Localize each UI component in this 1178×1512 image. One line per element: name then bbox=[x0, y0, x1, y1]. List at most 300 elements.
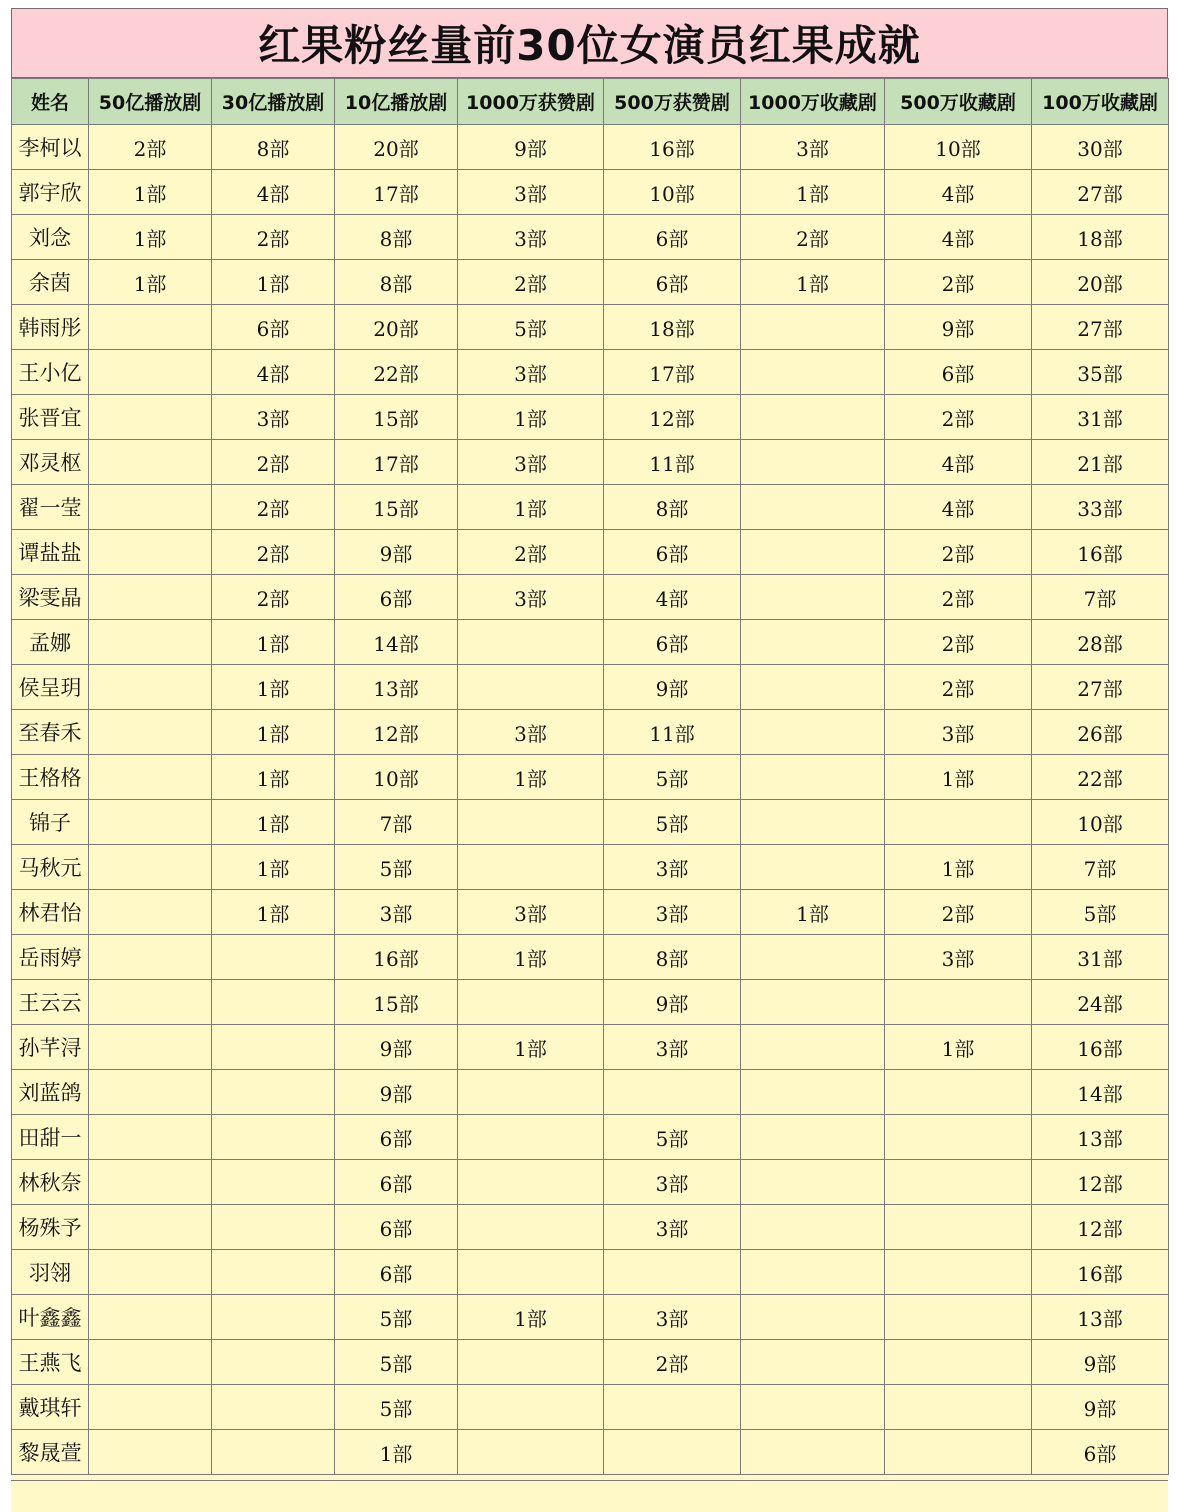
table-cell bbox=[741, 800, 885, 845]
table-cell: 16部 bbox=[1032, 1250, 1169, 1295]
table-cell bbox=[458, 1115, 604, 1160]
table-cell bbox=[885, 1070, 1032, 1115]
table-cell: 9部 bbox=[1032, 1385, 1169, 1430]
table-cell: 7部 bbox=[1032, 575, 1169, 620]
table-cell: 5部 bbox=[604, 1115, 741, 1160]
table-cell: 8部 bbox=[604, 935, 741, 980]
table-cell: 24部 bbox=[1032, 980, 1169, 1025]
table-row bbox=[12, 665, 1169, 710]
table-cell: 6部 bbox=[1032, 1430, 1169, 1475]
table-cell: 2部 bbox=[212, 440, 335, 485]
table-cell: 5部 bbox=[335, 1385, 458, 1430]
table-cell: 1部 bbox=[212, 710, 335, 755]
table-cell: 9部 bbox=[885, 305, 1032, 350]
table-cell bbox=[885, 1385, 1032, 1430]
table-cell bbox=[741, 1160, 885, 1205]
actress-name-cell: 孙芊浔 bbox=[12, 1025, 89, 1070]
header-row bbox=[12, 79, 1169, 125]
table-cell bbox=[741, 710, 885, 755]
table-cell: 31部 bbox=[1032, 395, 1169, 440]
table-cell bbox=[89, 1070, 212, 1115]
table-cell: 1部 bbox=[89, 215, 212, 260]
table-cell bbox=[89, 1160, 212, 1205]
table-cell: 4部 bbox=[604, 575, 741, 620]
table-cell bbox=[212, 1430, 335, 1475]
table-row bbox=[12, 395, 1169, 440]
table-cell: 21部 bbox=[1032, 440, 1169, 485]
actress-name-cell: 王格格 bbox=[12, 755, 89, 800]
table-cell: 6部 bbox=[212, 305, 335, 350]
actress-name-cell: 翟一莹 bbox=[12, 485, 89, 530]
table-cell: 14部 bbox=[1032, 1070, 1169, 1115]
table-cell: 27部 bbox=[1032, 305, 1169, 350]
table-cell: 2部 bbox=[741, 215, 885, 260]
table-cell: 31部 bbox=[1032, 935, 1169, 980]
table-cell bbox=[458, 1385, 604, 1430]
table-cell: 1部 bbox=[212, 890, 335, 935]
table-cell: 4部 bbox=[885, 485, 1032, 530]
table-row bbox=[12, 1205, 1169, 1250]
table-cell bbox=[885, 1205, 1032, 1250]
table-cell bbox=[89, 710, 212, 755]
table-cell bbox=[604, 1430, 741, 1475]
actress-name-cell: 孟娜 bbox=[12, 620, 89, 665]
column-header: 500万获赞剧 bbox=[604, 79, 741, 125]
table-cell bbox=[89, 1115, 212, 1160]
table-cell: 1部 bbox=[212, 665, 335, 710]
table-row bbox=[12, 485, 1169, 530]
table-row bbox=[12, 1115, 1169, 1160]
table-cell bbox=[885, 1160, 1032, 1205]
table-cell: 3部 bbox=[458, 710, 604, 755]
table-cell bbox=[458, 845, 604, 890]
table-cell: 2部 bbox=[885, 530, 1032, 575]
table-cell bbox=[89, 305, 212, 350]
table-cell bbox=[212, 1205, 335, 1250]
table-cell: 1部 bbox=[335, 1430, 458, 1475]
actress-name-cell: 杨殊予 bbox=[12, 1205, 89, 1250]
table-cell bbox=[885, 1115, 1032, 1160]
table-cell: 3部 bbox=[212, 395, 335, 440]
table-row bbox=[12, 125, 1169, 170]
actress-name-cell: 至春禾 bbox=[12, 710, 89, 755]
table-cell: 1部 bbox=[89, 260, 212, 305]
table-cell: 2部 bbox=[89, 125, 212, 170]
table-cell bbox=[89, 1430, 212, 1475]
table-cell: 6部 bbox=[604, 215, 741, 260]
table-cell: 13部 bbox=[335, 665, 458, 710]
table-cell bbox=[89, 845, 212, 890]
table-cell bbox=[741, 1025, 885, 1070]
table-row bbox=[12, 800, 1169, 845]
table-cell: 8部 bbox=[335, 260, 458, 305]
table-row bbox=[12, 890, 1169, 935]
actress-name-cell: 王小亿 bbox=[12, 350, 89, 395]
table-cell: 14部 bbox=[335, 620, 458, 665]
table-cell: 9部 bbox=[335, 530, 458, 575]
table-cell bbox=[741, 845, 885, 890]
actress-name-cell: 马秋元 bbox=[12, 845, 89, 890]
table-cell: 3部 bbox=[458, 215, 604, 260]
table-cell: 5部 bbox=[604, 800, 741, 845]
table-cell: 6部 bbox=[335, 1250, 458, 1295]
table-cell: 2部 bbox=[885, 575, 1032, 620]
table-cell bbox=[458, 1070, 604, 1115]
table-cell: 1部 bbox=[458, 755, 604, 800]
column-header: 50亿播放剧 bbox=[89, 79, 212, 125]
table-cell: 3部 bbox=[604, 890, 741, 935]
table-cell: 11部 bbox=[604, 440, 741, 485]
table-cell bbox=[89, 575, 212, 620]
actress-name-cell: 田甜一 bbox=[12, 1115, 89, 1160]
table-cell bbox=[741, 575, 885, 620]
table-cell bbox=[885, 980, 1032, 1025]
table-cell: 4部 bbox=[885, 215, 1032, 260]
table-cell bbox=[89, 1385, 212, 1430]
table-row bbox=[12, 1430, 1169, 1475]
table-cell bbox=[741, 350, 885, 395]
table-cell bbox=[741, 1070, 885, 1115]
table-cell bbox=[212, 1250, 335, 1295]
table-cell: 35部 bbox=[1032, 350, 1169, 395]
table-cell: 3部 bbox=[604, 1025, 741, 1070]
table-cell: 4部 bbox=[885, 440, 1032, 485]
table-cell: 27部 bbox=[1032, 170, 1169, 215]
table-cell bbox=[89, 1205, 212, 1250]
table-cell bbox=[458, 1340, 604, 1385]
table-cell bbox=[89, 800, 212, 845]
table-row bbox=[12, 935, 1169, 980]
table-cell bbox=[885, 800, 1032, 845]
table-cell: 10部 bbox=[885, 125, 1032, 170]
table-cell: 1部 bbox=[212, 755, 335, 800]
table-cell: 16部 bbox=[335, 935, 458, 980]
table-cell: 18部 bbox=[604, 305, 741, 350]
table-cell bbox=[89, 1025, 212, 1070]
table-row bbox=[12, 1070, 1169, 1115]
actress-name-cell: 余茵 bbox=[12, 260, 89, 305]
actress-name-cell: 王云云 bbox=[12, 980, 89, 1025]
table-row bbox=[12, 440, 1169, 485]
table-row bbox=[12, 350, 1169, 395]
table-row bbox=[12, 980, 1169, 1025]
table-cell bbox=[741, 440, 885, 485]
table-row bbox=[12, 755, 1169, 800]
table-cell: 3部 bbox=[458, 440, 604, 485]
table-cell bbox=[212, 1115, 335, 1160]
table-cell: 27部 bbox=[1032, 665, 1169, 710]
table-cell: 16部 bbox=[1032, 530, 1169, 575]
table-cell: 8部 bbox=[212, 125, 335, 170]
table-cell: 22部 bbox=[335, 350, 458, 395]
table-cell: 1部 bbox=[885, 1025, 1032, 1070]
table-cell bbox=[89, 1250, 212, 1295]
table-cell: 20部 bbox=[335, 125, 458, 170]
table-cell bbox=[741, 1295, 885, 1340]
table-cell: 9部 bbox=[604, 980, 741, 1025]
table-cell: 3部 bbox=[458, 890, 604, 935]
table-cell: 5部 bbox=[335, 845, 458, 890]
table-cell: 12部 bbox=[335, 710, 458, 755]
table-cell bbox=[89, 755, 212, 800]
table-cell bbox=[212, 980, 335, 1025]
table-cell: 2部 bbox=[212, 575, 335, 620]
table-cell bbox=[89, 890, 212, 935]
table-cell: 10部 bbox=[1032, 800, 1169, 845]
table-cell bbox=[89, 395, 212, 440]
table-cell: 17部 bbox=[335, 170, 458, 215]
table-cell bbox=[89, 1340, 212, 1385]
actress-name-cell: 李柯以 bbox=[12, 125, 89, 170]
table-cell: 26部 bbox=[1032, 710, 1169, 755]
actress-name-cell: 黎晟萱 bbox=[12, 1430, 89, 1475]
table-cell bbox=[458, 665, 604, 710]
table-cell bbox=[212, 935, 335, 980]
table-cell: 3部 bbox=[885, 710, 1032, 755]
table-cell: 1部 bbox=[212, 845, 335, 890]
table-cell: 1部 bbox=[885, 755, 1032, 800]
table-cell: 5部 bbox=[458, 305, 604, 350]
table-cell bbox=[89, 440, 212, 485]
table-cell bbox=[604, 1070, 741, 1115]
table-cell: 6部 bbox=[885, 350, 1032, 395]
table-cell bbox=[741, 395, 885, 440]
table-cell: 2部 bbox=[212, 485, 335, 530]
table-row bbox=[12, 620, 1169, 665]
table-cell: 33部 bbox=[1032, 485, 1169, 530]
table-cell: 13部 bbox=[1032, 1295, 1169, 1340]
table-row bbox=[12, 1295, 1169, 1340]
table-cell: 4部 bbox=[212, 170, 335, 215]
actress-name-cell: 林秋奈 bbox=[12, 1160, 89, 1205]
table-cell: 6部 bbox=[335, 575, 458, 620]
table-cell: 2部 bbox=[885, 620, 1032, 665]
table-cell bbox=[741, 1340, 885, 1385]
table-cell bbox=[89, 485, 212, 530]
table-cell bbox=[212, 1070, 335, 1115]
table-body bbox=[12, 125, 1169, 1475]
table-cell: 2部 bbox=[885, 890, 1032, 935]
table-cell bbox=[741, 1250, 885, 1295]
table-cell: 9部 bbox=[604, 665, 741, 710]
table-cell bbox=[885, 1295, 1032, 1340]
table-cell: 9部 bbox=[335, 1025, 458, 1070]
table-cell: 16部 bbox=[1032, 1025, 1169, 1070]
table-cell: 3部 bbox=[604, 1160, 741, 1205]
table-cell: 3部 bbox=[335, 890, 458, 935]
table-row bbox=[12, 260, 1169, 305]
table-cell: 10部 bbox=[604, 170, 741, 215]
table-cell: 3部 bbox=[458, 170, 604, 215]
table-cell bbox=[458, 1205, 604, 1250]
table-row bbox=[12, 530, 1169, 575]
table-cell: 1部 bbox=[741, 170, 885, 215]
table-cell: 6部 bbox=[604, 530, 741, 575]
table-cell: 1部 bbox=[212, 800, 335, 845]
table-cell bbox=[741, 1385, 885, 1430]
table-cell: 7部 bbox=[1032, 845, 1169, 890]
table-cell bbox=[458, 1430, 604, 1475]
table-cell: 6部 bbox=[335, 1160, 458, 1205]
table-cell bbox=[741, 1205, 885, 1250]
table-row bbox=[12, 1340, 1169, 1385]
table-cell bbox=[741, 530, 885, 575]
actress-name-cell: 刘念 bbox=[12, 215, 89, 260]
actress-name-cell: 羽翎 bbox=[12, 1250, 89, 1295]
table-cell: 30部 bbox=[1032, 125, 1169, 170]
actress-name-cell: 邓灵枢 bbox=[12, 440, 89, 485]
table-cell: 6部 bbox=[335, 1205, 458, 1250]
table-cell: 8部 bbox=[335, 215, 458, 260]
column-header: 10亿播放剧 bbox=[335, 79, 458, 125]
table-cell: 22部 bbox=[1032, 755, 1169, 800]
table-cell: 2部 bbox=[458, 260, 604, 305]
column-header: 500万收藏剧 bbox=[885, 79, 1032, 125]
table-cell: 4部 bbox=[212, 350, 335, 395]
column-header: 姓名 bbox=[12, 79, 89, 125]
table-cell bbox=[885, 1340, 1032, 1385]
table-cell: 2部 bbox=[458, 530, 604, 575]
table-cell bbox=[885, 1430, 1032, 1475]
table-cell: 2部 bbox=[212, 215, 335, 260]
table-cell bbox=[458, 1250, 604, 1295]
table-cell bbox=[458, 1160, 604, 1205]
table-cell: 2部 bbox=[885, 395, 1032, 440]
table-cell bbox=[741, 665, 885, 710]
table-row bbox=[12, 845, 1169, 890]
table-cell: 12部 bbox=[1032, 1160, 1169, 1205]
table-cell: 15部 bbox=[335, 980, 458, 1025]
table-cell: 6部 bbox=[335, 1115, 458, 1160]
table-cell: 1部 bbox=[458, 1025, 604, 1070]
table-cell: 5部 bbox=[1032, 890, 1169, 935]
table-cell bbox=[604, 1250, 741, 1295]
table-cell: 20部 bbox=[1032, 260, 1169, 305]
table-row bbox=[12, 1025, 1169, 1070]
actress-name-cell: 张晋宜 bbox=[12, 395, 89, 440]
table-cell: 20部 bbox=[335, 305, 458, 350]
column-header: 1000万获赞剧 bbox=[458, 79, 604, 125]
table-cell: 15部 bbox=[335, 395, 458, 440]
table-cell bbox=[741, 755, 885, 800]
table-cell: 1部 bbox=[212, 260, 335, 305]
table-cell: 5部 bbox=[335, 1340, 458, 1385]
table-cell: 1部 bbox=[212, 620, 335, 665]
table-cell: 4部 bbox=[885, 170, 1032, 215]
actress-name-cell: 侯呈玥 bbox=[12, 665, 89, 710]
table-cell: 8部 bbox=[604, 485, 741, 530]
table-cell: 1部 bbox=[741, 260, 885, 305]
table-cell: 9部 bbox=[335, 1070, 458, 1115]
table-cell: 1部 bbox=[458, 935, 604, 980]
table-cell: 2部 bbox=[885, 665, 1032, 710]
table-cell bbox=[604, 1385, 741, 1430]
table-cell: 9部 bbox=[458, 125, 604, 170]
table-cell bbox=[741, 935, 885, 980]
column-header: 30亿播放剧 bbox=[212, 79, 335, 125]
table-cell: 5部 bbox=[335, 1295, 458, 1340]
table-cell: 3部 bbox=[604, 1295, 741, 1340]
table-cell: 12部 bbox=[1032, 1205, 1169, 1250]
table-cell bbox=[741, 1115, 885, 1160]
table-cell bbox=[741, 1430, 885, 1475]
table-cell: 5部 bbox=[604, 755, 741, 800]
table-cell bbox=[741, 980, 885, 1025]
actress-name-cell: 梁雯晶 bbox=[12, 575, 89, 620]
table-cell bbox=[458, 800, 604, 845]
table-row bbox=[12, 215, 1169, 260]
table-cell: 17部 bbox=[335, 440, 458, 485]
table-cell: 17部 bbox=[604, 350, 741, 395]
actress-name-cell: 岳雨婷 bbox=[12, 935, 89, 980]
table-cell: 6部 bbox=[604, 260, 741, 305]
table-cell: 12部 bbox=[604, 395, 741, 440]
table-cell bbox=[89, 1295, 212, 1340]
table-cell bbox=[458, 620, 604, 665]
table-cell bbox=[212, 1295, 335, 1340]
table-bottom-border bbox=[11, 1480, 1168, 1481]
table-cell bbox=[212, 1340, 335, 1385]
table-row bbox=[12, 575, 1169, 620]
table-cell: 2部 bbox=[885, 260, 1032, 305]
table-cell: 3部 bbox=[458, 575, 604, 620]
table-cell bbox=[89, 665, 212, 710]
table-row bbox=[12, 1250, 1169, 1295]
page-title: 红果粉丝量前30位女演员红果成就 bbox=[11, 8, 1168, 78]
table-cell: 3部 bbox=[604, 1205, 741, 1250]
table-row bbox=[12, 710, 1169, 755]
table-cell: 3部 bbox=[885, 935, 1032, 980]
table-cell: 2部 bbox=[212, 530, 335, 575]
table-row bbox=[12, 1385, 1169, 1430]
table-cell: 6部 bbox=[604, 620, 741, 665]
column-header: 1000万收藏剧 bbox=[741, 79, 885, 125]
actress-name-cell: 叶鑫鑫 bbox=[12, 1295, 89, 1340]
table-cell: 1部 bbox=[458, 485, 604, 530]
achievement-table bbox=[11, 78, 1169, 1475]
actress-name-cell: 刘蓝鸽 bbox=[12, 1070, 89, 1115]
table-row bbox=[12, 1160, 1169, 1205]
table-cell: 7部 bbox=[335, 800, 458, 845]
actress-name-cell: 韩雨彤 bbox=[12, 305, 89, 350]
table-cell bbox=[89, 980, 212, 1025]
table-cell: 1部 bbox=[458, 395, 604, 440]
actress-name-cell: 谭盐盐 bbox=[12, 530, 89, 575]
table-cell: 1部 bbox=[458, 1295, 604, 1340]
actress-name-cell: 锦子 bbox=[12, 800, 89, 845]
table-cell bbox=[212, 1025, 335, 1070]
actress-name-cell: 王燕飞 bbox=[12, 1340, 89, 1385]
table-cell bbox=[741, 305, 885, 350]
actress-name-cell: 戴琪轩 bbox=[12, 1385, 89, 1430]
table-cell: 2部 bbox=[604, 1340, 741, 1385]
table-cell bbox=[741, 485, 885, 530]
table-cell bbox=[89, 530, 212, 575]
table-cell: 11部 bbox=[604, 710, 741, 755]
table-cell: 18部 bbox=[1032, 215, 1169, 260]
table-cell: 10部 bbox=[335, 755, 458, 800]
table-cell bbox=[89, 935, 212, 980]
table-cell: 13部 bbox=[1032, 1115, 1169, 1160]
table-cell: 28部 bbox=[1032, 620, 1169, 665]
table-cell bbox=[89, 620, 212, 665]
table-cell: 15部 bbox=[335, 485, 458, 530]
table-cell: 16部 bbox=[604, 125, 741, 170]
table-cell bbox=[212, 1160, 335, 1205]
table-cell bbox=[89, 350, 212, 395]
actress-name-cell: 林君怡 bbox=[12, 890, 89, 935]
table-cell: 3部 bbox=[741, 125, 885, 170]
